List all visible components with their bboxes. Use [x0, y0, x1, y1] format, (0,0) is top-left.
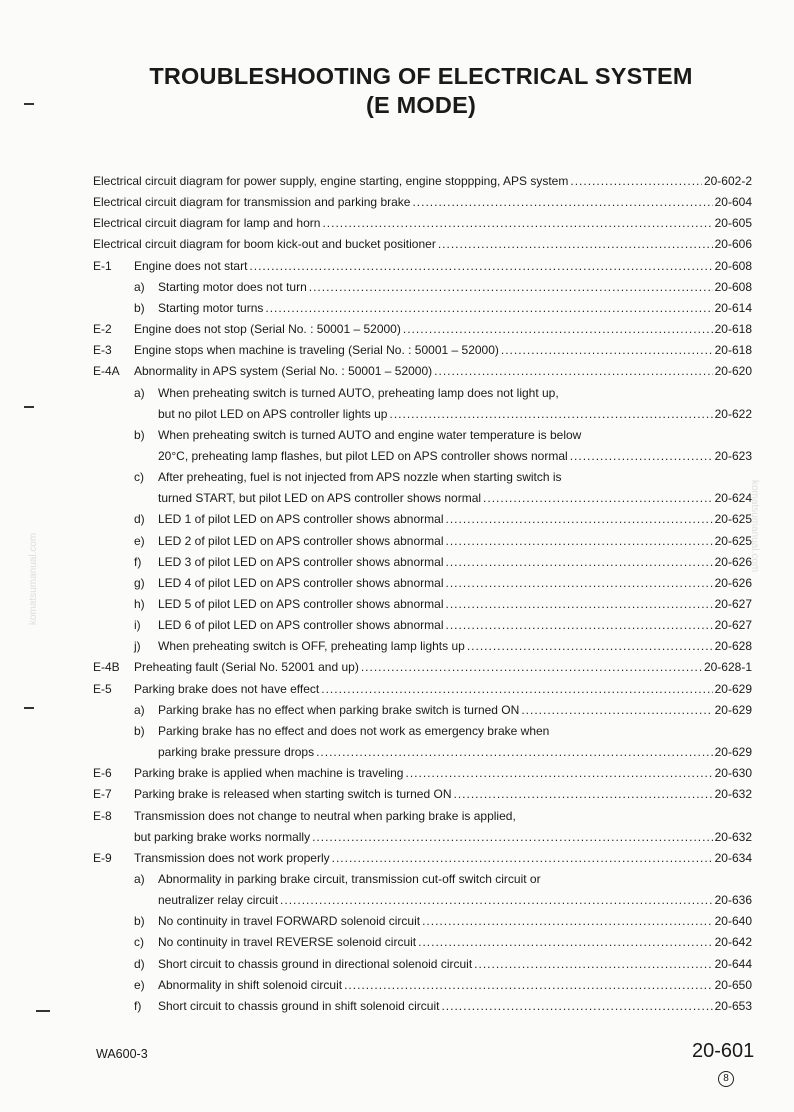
dot-leader — [403, 322, 713, 337]
dot-leader — [249, 259, 712, 274]
dot-leader — [422, 914, 713, 929]
toc-entry-title: LED 6 of pilot LED on APS controller shows abnormal — [158, 618, 444, 633]
toc-entry-title: LED 4 of pilot LED on APS controller shows abnormal — [158, 575, 444, 590]
revision-badge: 8 — [718, 1071, 734, 1087]
toc-entry-title: LED 2 of pilot LED on APS controller shows abnormal — [158, 533, 444, 548]
toc-sub-index: b) — [134, 300, 145, 315]
toc-entry-title: Engine does not start — [134, 258, 248, 273]
toc-entry — [134, 824, 752, 845]
toc-page-number: 20-625 — [714, 533, 752, 548]
toc-page-number: 20-618 — [714, 343, 752, 358]
toc-code: E-5 — [93, 681, 112, 696]
dot-leader — [309, 280, 713, 295]
toc-code: E-6 — [93, 766, 112, 781]
dot-leader — [438, 237, 713, 252]
dot-leader — [265, 301, 712, 316]
toc-entry — [134, 380, 752, 401]
toc-sub-index: i) — [134, 618, 141, 633]
toc-page-number: 20-620 — [714, 364, 752, 379]
margin-mark — [24, 103, 34, 105]
margin-mark — [24, 707, 34, 709]
toc-code: E-8 — [93, 808, 112, 823]
toc-sub-index: c) — [134, 935, 144, 950]
toc-entry-title: Electrical circuit diagram for power supply, engine starting, engine stoppping, APS system — [93, 174, 569, 188]
toc-code: E-1 — [93, 258, 112, 273]
toc-entry-title: Starting motor does not turn — [158, 279, 307, 294]
toc-entry — [134, 972, 752, 993]
toc-entry-title: When preheating switch is OFF, preheating lamp lights up — [158, 639, 465, 654]
toc-sub-index: d) — [134, 512, 145, 527]
toc-entry-title: Transmission does not work properly — [134, 850, 330, 865]
toc-entry-title: LED 5 of pilot LED on APS controller shows abnormal — [158, 597, 444, 611]
toc-entry-title: Engine stops when machine is traveling (Serial No. : 50001 – 52000) — [134, 343, 499, 358]
toc-entry-title: Electrical circuit diagram for transmission and parking brake — [93, 195, 411, 210]
dot-leader — [434, 364, 712, 379]
toc-code: E-4B — [93, 660, 120, 675]
toc-entry-title: Electrical circuit diagram for boom kick-out and bucket positioner — [93, 237, 436, 252]
toc-entry — [93, 803, 752, 824]
toc-entry — [134, 591, 752, 612]
toc-entry-title: Parking brake is released when starting switch is turned ON — [134, 787, 452, 802]
toc-page-number: 20-625 — [714, 512, 752, 527]
toc-sub-index: f) — [134, 554, 142, 569]
toc-entry-title: Abnormality in parking brake circuit, transmission cut-off switch circuit or — [158, 871, 541, 886]
toc-entry — [158, 443, 752, 464]
toc-sub-index: a) — [134, 871, 145, 886]
toc-entry-title: Parking brake is applied when machine is traveling — [134, 766, 404, 781]
toc-page-number: 20-629 — [714, 681, 752, 696]
toc-page-number: 20-626 — [714, 554, 752, 569]
toc-page-number: 20-642 — [714, 935, 752, 950]
toc-code: E-7 — [93, 787, 112, 802]
watermark-right: komatsumanual.com — [749, 480, 760, 573]
toc-entry — [134, 866, 752, 887]
toc-entry — [93, 760, 752, 781]
toc-page-number: 20-632 — [714, 787, 752, 802]
toc-sub-index: a) — [134, 385, 145, 400]
toc-entry — [93, 781, 752, 802]
dot-leader — [483, 491, 713, 506]
dot-leader — [570, 449, 713, 464]
dot-leader — [445, 576, 712, 591]
toc-sub-index: b) — [134, 427, 145, 442]
dot-leader — [570, 174, 702, 189]
toc-page-number: 20-627 — [714, 618, 752, 633]
dot-leader — [441, 999, 712, 1014]
toc-page-number: 20-653 — [714, 998, 752, 1013]
toc-sub-index: e) — [134, 533, 145, 548]
dot-leader — [474, 957, 712, 972]
toc-entry-title: neutralizer relay circuit — [158, 893, 279, 908]
toc-code: E-2 — [93, 322, 112, 337]
toc-code: E-4A — [93, 364, 120, 379]
toc-page-number: 20-618 — [714, 322, 752, 337]
toc-entry-title: Preheating fault (Serial No. 52001 and up) — [134, 660, 359, 675]
toc-sub-index: a) — [134, 702, 145, 717]
toc-sub-index: d) — [134, 956, 145, 971]
toc-entry-title: Parking brake has no effect when parking brake switch is turned ON — [158, 702, 520, 717]
watermark-left: komatsumanual.com — [28, 532, 39, 625]
dot-leader — [280, 893, 713, 908]
toc-sub-index: b) — [134, 723, 145, 738]
toc-page-number: 20-626 — [714, 575, 752, 590]
toc-page-number: 20-636 — [714, 893, 752, 908]
toc-entry — [134, 612, 752, 633]
toc-entry — [93, 168, 752, 189]
toc-entry — [93, 337, 752, 358]
toc-entry — [134, 422, 752, 443]
dot-leader — [453, 787, 712, 802]
margin-mark — [24, 406, 34, 408]
toc-entry — [158, 887, 752, 908]
toc-page-number: 20-634 — [714, 850, 752, 865]
toc-entry — [134, 993, 752, 1014]
toc-entry-title: but parking brake works normally — [134, 829, 311, 844]
toc-entry — [134, 570, 752, 591]
dot-leader — [405, 766, 712, 781]
toc-entry-title: but no pilot LED on APS controller lights up — [158, 406, 388, 421]
dot-leader — [344, 978, 713, 993]
toc-entry — [134, 549, 752, 570]
toc-entry-title: No continuity in travel FORWARD solenoid circuit — [158, 914, 421, 929]
toc-page-number: 20-629 — [714, 702, 752, 717]
toc-entry — [158, 401, 752, 422]
dot-leader — [412, 195, 712, 210]
dot-leader — [332, 851, 713, 866]
toc-sub-index: h) — [134, 597, 145, 611]
toc-entry-title: Starting motor turns — [158, 300, 264, 315]
toc-page-number: 20-632 — [714, 829, 752, 844]
toc-entry — [134, 528, 752, 549]
toc-entry-title: After preheating, fuel is not injected from APS nozzle when starting switch is — [158, 470, 562, 485]
toc-entry — [134, 718, 752, 739]
toc-entry-title: Abnormality in shift solenoid circuit — [158, 977, 343, 992]
toc-page-number: 20-614 — [714, 300, 752, 315]
toc-page-number: 20-605 — [714, 216, 752, 231]
toc-entry — [93, 253, 752, 274]
toc-sub-index: c) — [134, 470, 144, 485]
toc-entry — [134, 464, 752, 485]
toc-page-number: 20-602-2 — [703, 174, 752, 188]
toc-entry-title: Short circuit to chassis ground in directional solenoid circuit — [158, 956, 473, 971]
toc-sub-index: a) — [134, 279, 145, 294]
toc-entry — [134, 506, 752, 527]
toc-entry — [134, 929, 752, 950]
toc-page-number: 20-629 — [714, 745, 752, 760]
toc-entry-title: LED 1 of pilot LED on APS controller shows abnormal — [158, 512, 444, 527]
toc-page-number: 20-627 — [714, 597, 752, 611]
toc-entry-title: Engine does not stop (Serial No. : 50001 – 52000) — [134, 322, 401, 337]
dot-leader — [445, 618, 712, 633]
footer-page-number: 20-601 — [692, 1040, 755, 1062]
toc-entry-title: Abnormality in APS system (Serial No. : 50001 – 52000) — [134, 364, 433, 379]
toc-entry — [158, 739, 752, 760]
dot-leader — [445, 512, 712, 527]
toc-entry-title: Parking brake has no effect and does not work as emergency brake when — [158, 723, 550, 738]
dot-leader — [501, 343, 713, 358]
margin-mark — [36, 1010, 50, 1012]
toc-page-number: 20-624 — [714, 491, 752, 506]
toc-entry-title: 20°C, preheating lamp flashes, but pilot LED on APS controller shows normal — [158, 448, 568, 463]
toc-entry-title: turned START, but pilot LED on APS controller shows normal — [158, 491, 482, 506]
dot-leader — [389, 407, 712, 422]
toc-entry-title: parking brake pressure drops — [158, 745, 315, 760]
dot-leader — [418, 935, 713, 950]
toc-entry — [134, 951, 752, 972]
toc-page-number: 20-630 — [714, 766, 752, 781]
title-line-2: (E MODE) — [366, 92, 476, 118]
toc-entry-title: Electrical circuit diagram for lamp and horn — [93, 216, 321, 231]
toc-entry — [158, 485, 752, 506]
toc-entry — [93, 210, 752, 231]
page-title — [0, 62, 794, 120]
toc-page-number: 20-608 — [714, 279, 752, 294]
toc-sub-index: e) — [134, 977, 145, 992]
toc-entry — [134, 274, 752, 295]
toc-code: E-3 — [93, 343, 112, 358]
toc-entry-title: Parking brake does not have effect — [134, 681, 320, 696]
dot-leader — [445, 597, 712, 612]
dot-leader — [361, 660, 702, 675]
dot-leader — [445, 555, 712, 570]
toc-entry — [134, 908, 752, 929]
toc-entry — [93, 845, 752, 866]
dot-leader — [521, 703, 712, 718]
toc-page-number: 20-608 — [714, 258, 752, 273]
toc-page-number: 20-628 — [714, 639, 752, 654]
toc-page-number: 20-622 — [714, 406, 752, 421]
toc-entry — [134, 633, 752, 654]
toc-entry-title: Short circuit to chassis ground in shift solenoid circuit — [158, 998, 440, 1013]
dot-leader — [467, 639, 713, 654]
toc-entry — [134, 697, 752, 718]
toc-entry-title: When preheating switch is turned AUTO, preheating lamp does not light up, — [158, 385, 559, 400]
toc-entry — [93, 316, 752, 337]
toc-entry-title: When preheating switch is turned AUTO and engine water temperature is below — [158, 427, 582, 442]
toc-sub-index: b) — [134, 914, 145, 929]
toc-entry-title: Transmission does not change to neutral when parking brake is applied, — [134, 808, 516, 823]
toc-entry-title: LED 3 of pilot LED on APS controller shows abnormal — [158, 554, 444, 569]
toc-page-number: 20-623 — [714, 448, 752, 463]
dot-leader — [322, 216, 712, 231]
toc-entry-title: No continuity in travel REVERSE solenoid circuit — [158, 935, 417, 950]
toc-entry — [93, 189, 752, 210]
footer-model: WA600-3 — [96, 1047, 148, 1061]
toc-page-number: 20-604 — [714, 195, 752, 210]
dot-leader — [445, 534, 712, 549]
dot-leader — [321, 682, 712, 697]
toc-code: E-9 — [93, 850, 112, 865]
toc-page-number: 20-606 — [714, 237, 752, 252]
title-line-1: TROUBLESHOOTING OF ELECTRICAL SYSTEM — [149, 63, 693, 89]
toc-page-number: 20-640 — [714, 914, 752, 929]
toc-entry — [93, 676, 752, 697]
toc-sub-index: j) — [134, 639, 141, 654]
toc-entry — [134, 295, 752, 316]
toc-entry — [93, 358, 752, 379]
toc-entry — [93, 231, 752, 252]
toc-page-number: 20-644 — [714, 956, 752, 971]
toc-entry — [93, 654, 752, 675]
toc-page-number: 20-628-1 — [703, 660, 752, 675]
toc-page-number: 20-650 — [714, 977, 752, 992]
toc-sub-index: g) — [134, 575, 145, 590]
toc-sub-index: f) — [134, 998, 142, 1013]
dot-leader — [316, 745, 713, 760]
dot-leader — [312, 830, 713, 845]
